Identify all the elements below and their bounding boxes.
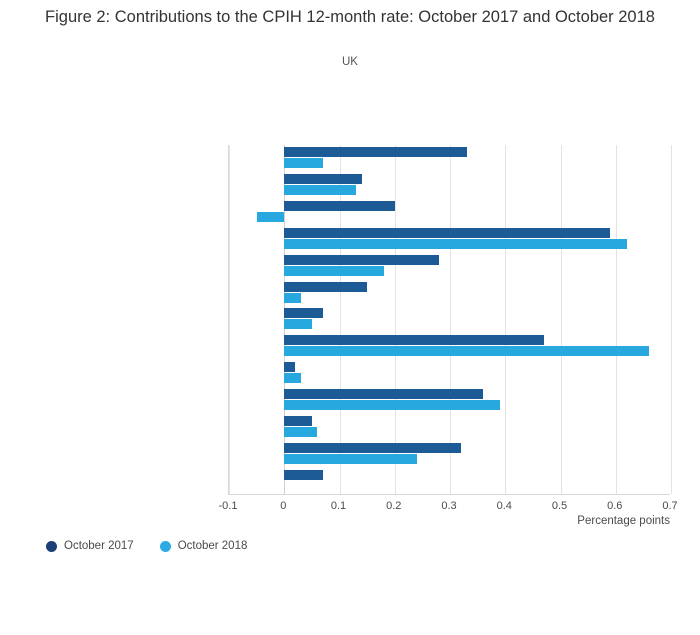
bar: [284, 389, 483, 399]
category-row: [229, 413, 671, 440]
bar: [284, 255, 439, 265]
x-axis-label: Percentage points: [577, 515, 670, 527]
category-row: [229, 145, 671, 172]
x-tick-label: 0.5: [551, 500, 568, 512]
legend-marker-icon: [160, 541, 171, 552]
legend-label: October 2017: [64, 540, 134, 552]
bar: [284, 373, 301, 383]
bar: [284, 308, 323, 318]
bar: [284, 319, 312, 329]
x-tick-label: 0.4: [496, 500, 512, 512]
x-tick-label: 0.2: [386, 500, 402, 512]
bar: [284, 158, 323, 168]
plot-area: [228, 145, 671, 494]
x-tick-label: -0.1: [218, 500, 238, 512]
category-row: [229, 360, 671, 387]
chart-legend: [46, 540, 247, 552]
x-tick-label: 0.3: [441, 500, 457, 512]
bar: [284, 185, 356, 195]
bar: [284, 470, 323, 480]
x-tick-label: 0.7: [662, 500, 678, 512]
bar: [284, 443, 461, 453]
bar: [284, 266, 383, 276]
category-row: [229, 387, 671, 414]
category-row: [229, 333, 671, 360]
category-row: [229, 172, 671, 199]
bar: [284, 346, 649, 356]
x-axis-line: [228, 494, 670, 495]
category-row: [229, 467, 671, 494]
x-tick-label: 0: [280, 500, 287, 512]
bar: [284, 174, 361, 184]
bar: [284, 427, 317, 437]
gridline: [671, 145, 672, 494]
legend-marker-icon: [46, 541, 57, 552]
bar: [284, 293, 301, 303]
bar: [284, 416, 312, 426]
category-row: [229, 199, 671, 226]
category-row: [229, 306, 671, 333]
legend-item[interactable]: [46, 540, 134, 552]
bar: [284, 335, 544, 345]
category-row: [229, 279, 671, 306]
bar: [284, 282, 367, 292]
bar: [284, 228, 610, 238]
category-row: [229, 252, 671, 279]
x-tick-label: 0.6: [607, 500, 623, 512]
bar: [284, 239, 627, 249]
category-row: [229, 226, 671, 253]
bar: [284, 400, 499, 410]
bar: [284, 362, 295, 372]
bar: [257, 212, 285, 222]
bar: [284, 454, 417, 464]
legend-item[interactable]: [160, 540, 248, 552]
bar: [284, 147, 466, 157]
legend-label: October 2018: [177, 540, 248, 552]
chart-subtitle: UK: [342, 56, 358, 68]
category-row: [229, 440, 671, 467]
x-tick-label: 0.1: [330, 500, 347, 512]
chart-title: Figure 2: Contributions to the CPIH 12-month rate: October 2017 and October 2018: [45, 8, 655, 26]
bar: [284, 201, 395, 211]
